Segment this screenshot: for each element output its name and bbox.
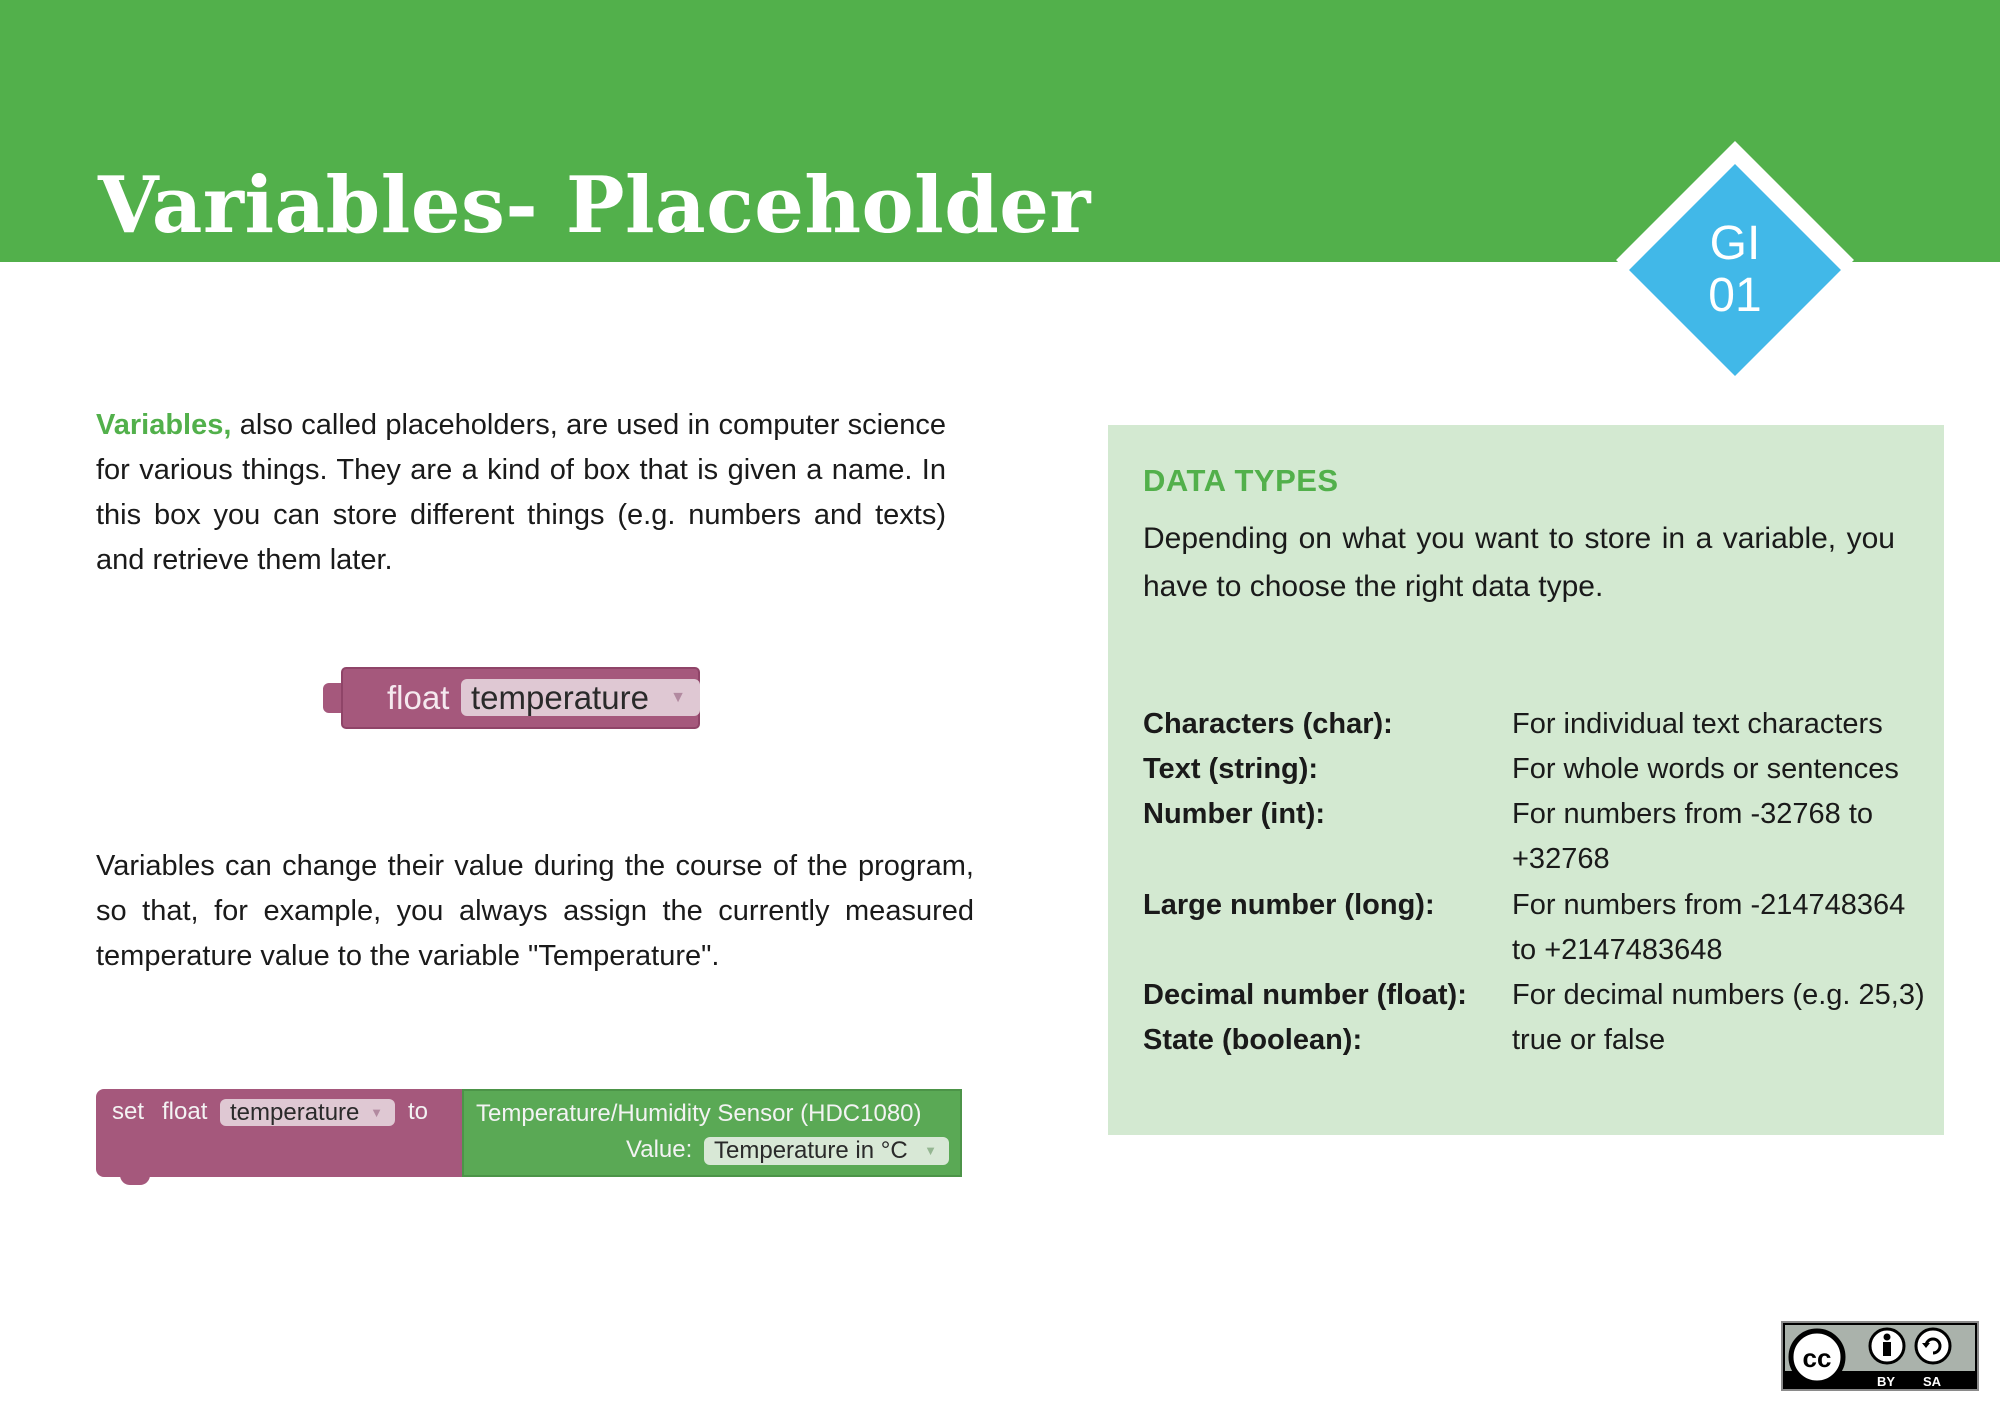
license-sa: SA xyxy=(1923,1374,1942,1389)
set-variable-block xyxy=(96,1089,966,1189)
dropdown-arrow-icon: ▼ xyxy=(370,1105,383,1120)
data-type-label: Text (string): xyxy=(1143,753,1319,785)
page-title: Variables- Placeholder xyxy=(98,160,1091,251)
badge-line-1: GI xyxy=(1709,217,1761,270)
set-variable-name: temperature xyxy=(230,1099,360,1126)
data-type-label: Characters (char): xyxy=(1143,708,1393,740)
intro-lead: Variables, xyxy=(96,409,232,441)
set-keyword: set xyxy=(112,1098,145,1125)
cc-by-sa-icon xyxy=(1781,1321,1979,1391)
float-variable-block xyxy=(323,667,700,729)
intro-text: also called placeholders, are used in computer science for various things. They are a kind of box that is given a name. In this box you can store different things (e.g. numbers and texts) and retrieve them later. xyxy=(96,409,946,576)
value-dropdown xyxy=(704,1137,949,1165)
block-body xyxy=(341,667,700,729)
license-by: BY xyxy=(1877,1374,1896,1389)
value-label: Value: xyxy=(626,1136,693,1163)
value-option: Temperature in °C xyxy=(714,1137,908,1164)
data-type-label: State (boolean): xyxy=(1143,1024,1363,1056)
svg-text:cc: cc xyxy=(1802,1343,1832,1373)
data-type-desc: For individual text characters xyxy=(1512,708,1883,740)
data-type-label: Number (int): xyxy=(1143,798,1326,830)
change-paragraph: Variables can change their value during the course of the program, so that, for example, you always assign the currently measured temperature value to the variable "Temperature". xyxy=(96,850,974,972)
data-type-desc: For whole words or sentences xyxy=(1512,753,1899,785)
dropdown-arrow-icon: ▼ xyxy=(670,689,686,706)
badge-label xyxy=(1630,218,1840,322)
data-types-panel xyxy=(1108,425,1944,1135)
data-type-desc: true or false xyxy=(1512,1024,1666,1056)
block-connector xyxy=(120,1169,150,1185)
set-variable-dropdown xyxy=(220,1099,395,1126)
data-type-desc: For numbers from -214748364 to +2147483648 xyxy=(1512,889,1906,966)
intro-paragraph xyxy=(96,403,946,583)
to-keyword: to xyxy=(408,1098,429,1125)
set-block-body xyxy=(96,1089,466,1177)
block-keyword-float: float xyxy=(387,679,450,716)
dropdown-arrow-icon: ▼ xyxy=(924,1143,937,1158)
panel-title: DATA TYPES xyxy=(1143,463,1339,498)
badge-line-2: 01 xyxy=(1708,269,1762,322)
sensor-block xyxy=(462,1089,962,1177)
data-type-label: Decimal number (float): xyxy=(1143,979,1467,1011)
panel-description: Depending on what you want to store in a variable, you have to choose the right data type. xyxy=(1143,522,1895,603)
data-type-label: Large number (long): xyxy=(1143,889,1435,921)
sensor-label: Temperature/Humidity Sensor (HDC1080) xyxy=(476,1100,922,1127)
data-type-desc: For numbers from -32768 to +32768 xyxy=(1512,798,1874,875)
variable-name: temperature xyxy=(471,679,649,716)
float-keyword: float xyxy=(162,1098,208,1125)
variable-dropdown xyxy=(461,679,700,716)
data-type-desc: For decimal numbers (e.g. 25,3) xyxy=(1512,979,1925,1011)
